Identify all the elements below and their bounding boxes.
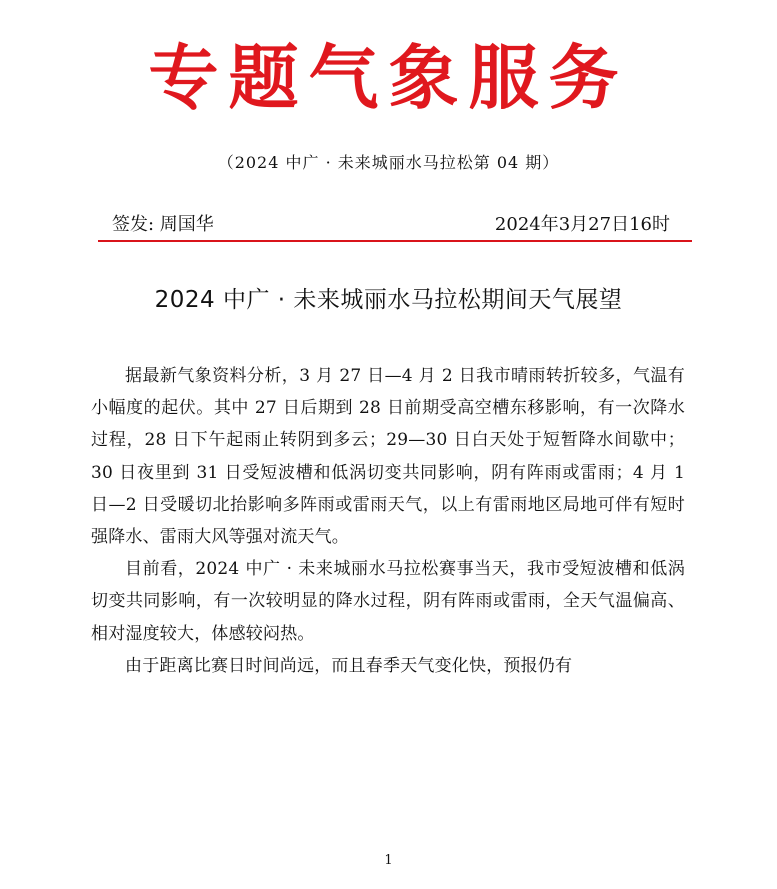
issue-number: （2024 中广 · 未来城丽水马拉松第 04 期） [217, 153, 560, 172]
page-number: 1 [384, 853, 393, 868]
signing-row [112, 212, 670, 238]
article-title: 2024 中广 · 未来城丽水马拉松期间天气展望 [154, 287, 623, 313]
paragraph-uncertainty: 由于距离比赛日时间尚远，而且春季天气变化快，预报仍有 [125, 655, 573, 676]
signer: 签发: 周国华 [112, 214, 214, 235]
masthead-title: 专题气象服务 [148, 36, 629, 119]
issue-datetime: 2024年3月27日16时 [494, 214, 670, 235]
article-body [91, 360, 685, 682]
red-divider-line [98, 240, 692, 242]
paragraph-forecast-overview: 据最新气象资料分析，3 月 27 日—4 月 2 日我市晴雨转折较多，气温有小幅度的起伏。其中 27 日后期到 28 日前期受高空槽东移影响，有一次降水过程，28 日下午起雨止转阴到多云；29—30 日白天处于短暂降水间歇中；30 日夜里到 31 日受短波槽和低涡切变共同影响，阴有阵雨或雷雨；4 月 1 日—2 日受暖切北抬影响多阵雨或雷雨天气，以上有雷雨地区局地可伴有短时强降水、雷雨大风等强对流天气。 [91, 366, 685, 548]
paragraph-race-day: 目前看，2024 中广 · 未来城丽水马拉松赛事当天，我市受短波槽和低涡切变共同影响，有一次较明显的降水过程，阴有阵雨或雷雨，全天气温偏高、相对湿度较大，体感较闷热。 [91, 559, 685, 644]
